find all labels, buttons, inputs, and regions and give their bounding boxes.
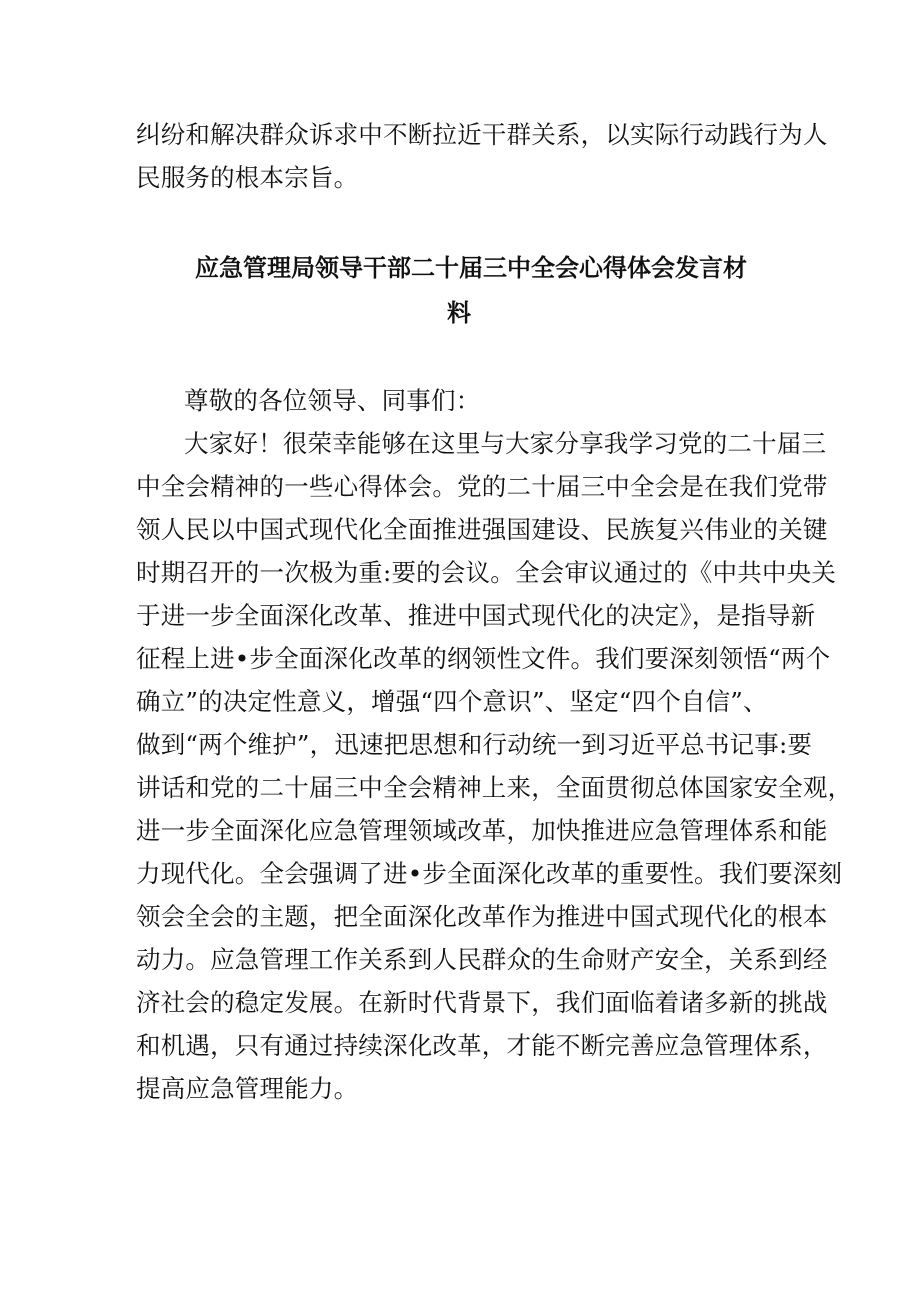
body-line: 和机遇，只有通过持续深化改革，才能不断完善应急管理体系， [136,1031,828,1060]
body-line: 时期召开的一次极为重:要的会议。全会审议通过的《中共中央关 [136,558,837,587]
continuation-line: 民服务的根本宗旨。 [136,163,359,192]
body-line: 征程上进•步全面深化改革的纲领性文件。我们要深刻领悟“两个 [136,644,831,673]
continuation-line: 纠纷和解决群众诉求中不断拉近干群关系，以实际行动践行为人 [136,120,828,149]
body-line: 进一步全面深化应急管理领域改革，加快推进应急管理体系和能 [136,816,828,845]
article-title-line-2: 料 [447,299,471,327]
body-line: 于进一步全面深化改革、推进中国式现代化的决定》，是指导新 [136,601,816,630]
body-line: 大家好！很荣幸能够在这里与大家分享我学习党的二十届三 [184,429,827,458]
body-line: 讲话和党的二十届三中全会精神上来，全面贯彻总体国家安全观， [136,773,853,802]
body-line: 中全会精神的一些心得体会。党的二十届三中全会是在我们党带 [136,472,828,501]
body-line: 动力。应急管理工作关系到人民群众的生命财产安全，关系到经 [136,945,828,974]
body-line: 济社会的稳定发展。在新时代背景下，我们面临着诸多新的挑战 [136,988,828,1017]
body-line: 确立”的决定性意义，增强“四个意识”、坚定“四个自信”、 [136,687,768,716]
article-title-line-1: 应急管理局领导干部二十届三中全会心得体会发言材 [195,254,747,282]
salutation: 尊敬的各位领导、同事们： [184,386,481,415]
body-line: 领会全会的主题，把全面深化改革作为推进中国式现代化的根本 [136,902,828,931]
body-line: 提高应急管理能力。 [136,1074,359,1103]
body-line: 做到“两个维护”，迅速把思想和行动统一到习近平总书记事:要 [136,730,813,759]
body-line: 力现代化。全会强调了进•步全面深化改革的重要性。我们要深刻 [136,859,843,888]
body-line: 领人民以中国式现代化全面推进强国建设、民族复兴伟业的关键 [136,515,828,544]
